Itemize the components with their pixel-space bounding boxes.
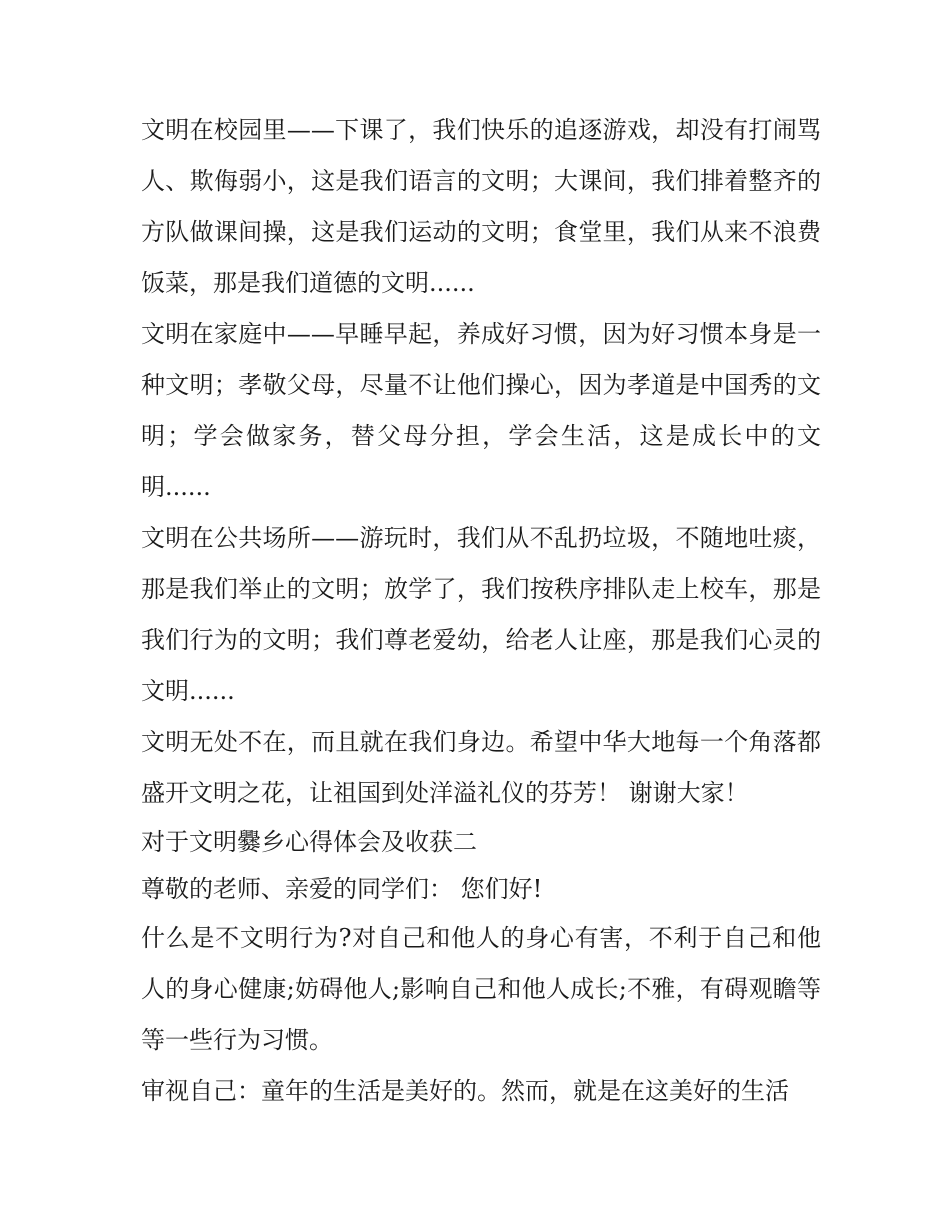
paragraph-closing-wish: 文明无处不在，而且就在我们身边。希望中华大地每一个角落都盛开文明之花，让祖国到处洋溢礼仪的芬芳！ 谢谢大家！ <box>141 728 821 807</box>
speech-greeting: 尊敬的老师、亲爱的同学们： 您们好! <box>141 875 543 903</box>
paragraph-civility-at-school: 文明在校园里——下课了，我们快乐的追逐游戏，却没有打闹骂人、欺侮弱小，这是我们语言的文明；大课间，我们排着整齐的方队做课间操，这是我们运动的文明；食堂里，我们从来不浪费饭菜，那是我们道德的文明...... <box>141 116 821 297</box>
paragraph-civility-in-public: 文明在公共场所——游玩时，我们从不乱扔垃圾，不随地吐痰，那是我们举止的文明；放学了，我们按秩序排队走上校车，那是我们行为的文明；我们尊老爱幼，给老人让座，那是我们心灵的文明...... <box>141 524 821 705</box>
document-body <box>141 105 821 1117</box>
paragraph-uncivil-behavior: 什么是不文明行为?对自己和他人的身心有害，不利于自己和他人的身心健康;妨碍他人;影响自己和他人成长;不雅，有碍观瞻等等一些行为习惯。 <box>141 924 821 1054</box>
paragraph-civility-at-home: 文明在家庭中——早睡早起，养成好习惯，因为好习惯本身是一种文明；孝敬父母，尽量不让他们操心，因为孝道是中国秀的文明；学会做家务，替父母分担，学会生活，这是成长中的文明...... <box>141 320 821 501</box>
paragraph-self-reflection: 审视自己：童年的生活是美好的。然而，就是在这美好的生活 <box>141 1077 789 1105</box>
section-heading: 对于文明爨乡心得体会及收获二 <box>141 828 477 856</box>
